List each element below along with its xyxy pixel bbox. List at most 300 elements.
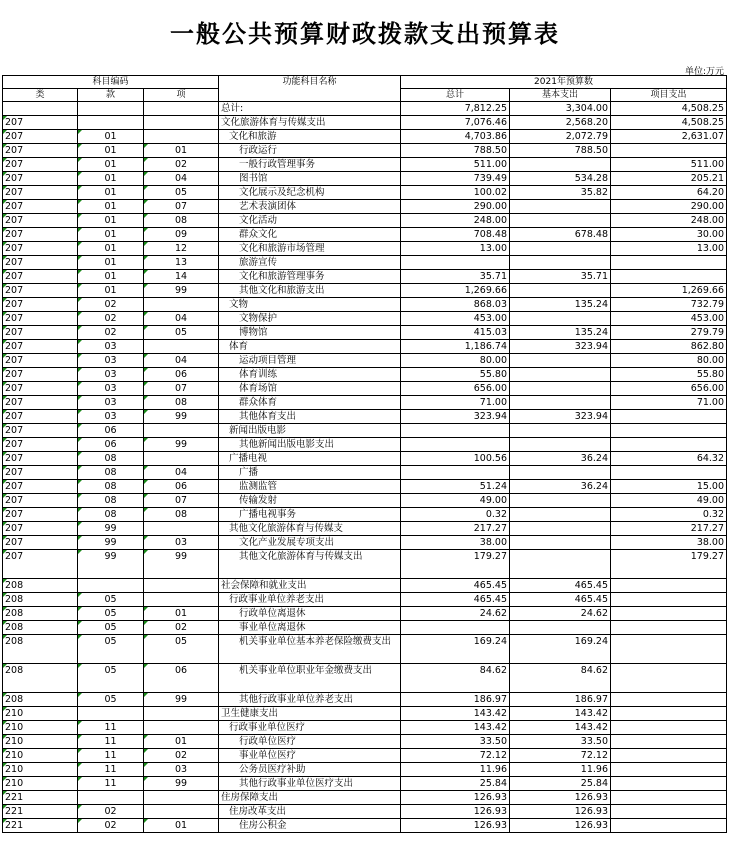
- cell-basic: [510, 200, 611, 214]
- cell-project: 205.21: [611, 172, 727, 186]
- cell-name: 文化产业发展专项支出: [219, 536, 401, 550]
- cell-name: 旅游宣传: [219, 256, 401, 270]
- cell-basic: 323.94: [510, 410, 611, 424]
- cell-name: 博物馆: [219, 326, 401, 340]
- cell-name: 文化旅游体育与传媒支出: [219, 116, 401, 130]
- cell-name: 卫生健康支出: [219, 707, 401, 721]
- cell-project: 732.79: [611, 298, 727, 312]
- cell-project: 511.00: [611, 158, 727, 172]
- table-row: [3, 777, 727, 791]
- cell-basic: 36.24: [510, 480, 611, 494]
- cell-total: 453.00: [401, 312, 510, 326]
- table-row: [3, 242, 727, 256]
- cell-project: [611, 438, 727, 452]
- unit-label: 单位:万元: [684, 67, 724, 77]
- cell-total: [401, 621, 510, 635]
- cell-name: 监测监管: [219, 480, 401, 494]
- cell-xiang: [144, 579, 219, 593]
- cell-xiang: [144, 102, 219, 116]
- cell-project: 279.79: [611, 326, 727, 340]
- cell-name: 机关事业单位职业年金缴费支出: [219, 664, 401, 693]
- cell-kuan: 11: [78, 777, 144, 791]
- table-row: [3, 396, 727, 410]
- cell-basic: [510, 312, 611, 326]
- cell-basic: 3,304.00: [510, 102, 611, 116]
- cell-lei: 207: [3, 340, 78, 354]
- cell-total: 656.00: [401, 382, 510, 396]
- cell-kuan: 03: [78, 340, 144, 354]
- cell-total: 169.24: [401, 635, 510, 664]
- budget-table: [2, 75, 727, 833]
- cell-lei: 207: [3, 130, 78, 144]
- table-row: [3, 480, 727, 494]
- cell-basic: 465.45: [510, 593, 611, 607]
- cell-total: 51.24: [401, 480, 510, 494]
- cell-lei: 221: [3, 819, 78, 833]
- cell-project: 15.00: [611, 480, 727, 494]
- cell-basic: [510, 550, 611, 579]
- cell-lei: 207: [3, 368, 78, 382]
- cell-total: 100.02: [401, 186, 510, 200]
- cell-project: 30.00: [611, 228, 727, 242]
- cell-xiang: [144, 805, 219, 819]
- cell-xiang: 04: [144, 312, 219, 326]
- cell-basic: [510, 158, 611, 172]
- page-title: 一般公共预算财政拨款支出预算表: [170, 19, 560, 48]
- table-row: [3, 382, 727, 396]
- cell-name: 运动项目管理: [219, 354, 401, 368]
- cell-name: 广播电视事务: [219, 508, 401, 522]
- cell-xiang: 99: [144, 410, 219, 424]
- cell-total: 126.93: [401, 805, 510, 819]
- cell-basic: [510, 382, 611, 396]
- cell-basic: 72.12: [510, 749, 611, 763]
- cell-project: 49.00: [611, 494, 727, 508]
- cell-kuan: 03: [78, 354, 144, 368]
- table-row: [3, 228, 727, 242]
- cell-name: 住房保障支出: [219, 791, 401, 805]
- cell-project: 179.27: [611, 550, 727, 579]
- cell-lei: 207: [3, 326, 78, 340]
- header-name: 功能科目名称: [219, 76, 401, 102]
- cell-project: 4,508.25: [611, 116, 727, 130]
- cell-kuan: 05: [78, 593, 144, 607]
- cell-xiang: 02: [144, 158, 219, 172]
- cell-kuan: 99: [78, 550, 144, 579]
- table-row: [3, 721, 727, 735]
- cell-project: [611, 635, 727, 664]
- cell-project: 0.32: [611, 508, 727, 522]
- cell-basic: [510, 466, 611, 480]
- cell-total: 71.00: [401, 396, 510, 410]
- cell-xiang: [144, 298, 219, 312]
- cell-total: 25.84: [401, 777, 510, 791]
- cell-kuan: 01: [78, 130, 144, 144]
- cell-total: 217.27: [401, 522, 510, 536]
- cell-basic: 11.96: [510, 763, 611, 777]
- cell-name: 图书馆: [219, 172, 401, 186]
- cell-project: 453.00: [611, 312, 727, 326]
- cell-lei: 207: [3, 522, 78, 536]
- cell-project: [611, 144, 727, 158]
- table-row: [3, 763, 727, 777]
- cell-total: [401, 466, 510, 480]
- cell-lei: 207: [3, 410, 78, 424]
- cell-lei: 207: [3, 200, 78, 214]
- cell-total: 4,703.86: [401, 130, 510, 144]
- table-row: [3, 312, 727, 326]
- cell-basic: 143.42: [510, 707, 611, 721]
- cell-basic: 33.50: [510, 735, 611, 749]
- cell-basic: [510, 536, 611, 550]
- cell-basic: 126.93: [510, 805, 611, 819]
- cell-basic: [510, 424, 611, 438]
- cell-xiang: [144, 721, 219, 735]
- cell-basic: [510, 368, 611, 382]
- cell-basic: [510, 242, 611, 256]
- cell-xiang: [144, 340, 219, 354]
- cell-basic: [510, 354, 611, 368]
- cell-lei: 207: [3, 396, 78, 410]
- cell-total: 13.00: [401, 242, 510, 256]
- cell-kuan: 01: [78, 284, 144, 298]
- cell-name: 广播: [219, 466, 401, 480]
- cell-lei: 210: [3, 763, 78, 777]
- cell-total: 465.45: [401, 579, 510, 593]
- cell-xiang: 02: [144, 621, 219, 635]
- cell-kuan: 02: [78, 805, 144, 819]
- cell-total: 33.50: [401, 735, 510, 749]
- cell-project: [611, 791, 727, 805]
- cell-name: 行政单位离退休: [219, 607, 401, 621]
- cell-kuan: 05: [78, 621, 144, 635]
- table-row: [3, 536, 727, 550]
- cell-kuan: 06: [78, 424, 144, 438]
- header-project: 项目支出: [611, 89, 727, 102]
- cell-name: 新闻出版电影: [219, 424, 401, 438]
- cell-lei: 210: [3, 735, 78, 749]
- cell-total: 868.03: [401, 298, 510, 312]
- cell-name: 其他行政事业单位医疗支出: [219, 777, 401, 791]
- table-row: [3, 368, 727, 382]
- cell-basic: 35.71: [510, 270, 611, 284]
- cell-basic: [510, 214, 611, 228]
- cell-xiang: 04: [144, 172, 219, 186]
- cell-lei: 210: [3, 749, 78, 763]
- cell-xiang: 02: [144, 749, 219, 763]
- cell-project: [611, 735, 727, 749]
- cell-name: 文化活动: [219, 214, 401, 228]
- cell-kuan: 05: [78, 664, 144, 693]
- cell-project: [611, 819, 727, 833]
- cell-total: 7,076.46: [401, 116, 510, 130]
- header-row-1: [3, 76, 727, 89]
- cell-xiang: 06: [144, 368, 219, 382]
- cell-total: 143.42: [401, 721, 510, 735]
- table-row: [3, 130, 727, 144]
- cell-xiang: 06: [144, 480, 219, 494]
- table-row: [3, 340, 727, 354]
- cell-total: [401, 424, 510, 438]
- cell-name: 其他体育支出: [219, 410, 401, 424]
- cell-lei: 207: [3, 214, 78, 228]
- cell-basic: [510, 438, 611, 452]
- cell-name: 艺术表演团体: [219, 200, 401, 214]
- cell-kuan: 01: [78, 172, 144, 186]
- cell-basic: 25.84: [510, 777, 611, 791]
- table-row: [3, 186, 727, 200]
- cell-kuan: 01: [78, 144, 144, 158]
- cell-lei: 207: [3, 312, 78, 326]
- table-row: [3, 791, 727, 805]
- cell-xiang: 08: [144, 214, 219, 228]
- table-row: [3, 284, 727, 298]
- cell-kuan: 02: [78, 298, 144, 312]
- table-row: [3, 805, 727, 819]
- cell-lei: 208: [3, 621, 78, 635]
- cell-xiang: 07: [144, 494, 219, 508]
- table-row: [3, 749, 727, 763]
- cell-total: [401, 256, 510, 270]
- cell-total: 55.80: [401, 368, 510, 382]
- cell-kuan: 99: [78, 522, 144, 536]
- cell-basic: 24.62: [510, 607, 611, 621]
- cell-lei: 207: [3, 480, 78, 494]
- cell-kuan: 08: [78, 480, 144, 494]
- cell-total: 100.56: [401, 452, 510, 466]
- cell-basic: 35.82: [510, 186, 611, 200]
- cell-name: 其他新闻出版电影支出: [219, 438, 401, 452]
- cell-project: 13.00: [611, 242, 727, 256]
- cell-kuan: 05: [78, 693, 144, 707]
- cell-project: 656.00: [611, 382, 727, 396]
- cell-project: [611, 621, 727, 635]
- cell-kuan: 03: [78, 368, 144, 382]
- cell-total: 11.96: [401, 763, 510, 777]
- table-row: [3, 494, 727, 508]
- cell-kuan: 01: [78, 270, 144, 284]
- cell-name: 体育场馆: [219, 382, 401, 396]
- table-row: [3, 270, 727, 284]
- cell-basic: [510, 522, 611, 536]
- cell-kuan: 99: [78, 536, 144, 550]
- cell-name: 群众文化: [219, 228, 401, 242]
- cell-lei: 207: [3, 452, 78, 466]
- cell-total: 788.50: [401, 144, 510, 158]
- cell-name: 其他行政事业单位养老支出: [219, 693, 401, 707]
- cell-kuan: 06: [78, 438, 144, 452]
- cell-name: 其他文化和旅游支出: [219, 284, 401, 298]
- cell-project: 217.27: [611, 522, 727, 536]
- cell-xiang: 99: [144, 777, 219, 791]
- cell-project: [611, 270, 727, 284]
- cell-name: 文物保护: [219, 312, 401, 326]
- cell-lei: 210: [3, 721, 78, 735]
- cell-name: 体育: [219, 340, 401, 354]
- cell-name: 总计:: [219, 102, 401, 116]
- cell-xiang: 99: [144, 284, 219, 298]
- table-row: [3, 508, 727, 522]
- cell-total: 465.45: [401, 593, 510, 607]
- table-row: [3, 522, 727, 536]
- cell-basic: 84.62: [510, 664, 611, 693]
- cell-total: 0.32: [401, 508, 510, 522]
- cell-lei: 207: [3, 466, 78, 480]
- cell-lei: 207: [3, 158, 78, 172]
- cell-total: 143.42: [401, 707, 510, 721]
- cell-kuan: 11: [78, 721, 144, 735]
- cell-kuan: 05: [78, 607, 144, 621]
- table-row: [3, 466, 727, 480]
- cell-lei: 207: [3, 550, 78, 579]
- cell-total: 35.71: [401, 270, 510, 284]
- cell-xiang: 14: [144, 270, 219, 284]
- cell-xiang: 01: [144, 735, 219, 749]
- cell-lei: 208: [3, 579, 78, 593]
- cell-name: 传输发射: [219, 494, 401, 508]
- cell-kuan: 02: [78, 819, 144, 833]
- cell-project: 71.00: [611, 396, 727, 410]
- cell-kuan: [78, 707, 144, 721]
- cell-name: 行政单位医疗: [219, 735, 401, 749]
- cell-kuan: 01: [78, 200, 144, 214]
- table-row: [3, 172, 727, 186]
- cell-kuan: 01: [78, 242, 144, 256]
- cell-basic: 36.24: [510, 452, 611, 466]
- cell-kuan: 02: [78, 326, 144, 340]
- cell-kuan: [78, 102, 144, 116]
- table-row: [3, 593, 727, 607]
- cell-project: 64.20: [611, 186, 727, 200]
- cell-total: 415.03: [401, 326, 510, 340]
- header-lei: 类: [3, 89, 78, 102]
- table-row: [3, 452, 727, 466]
- table-row: [3, 607, 727, 621]
- cell-kuan: 01: [78, 256, 144, 270]
- cell-lei: 207: [3, 536, 78, 550]
- cell-total: 1,186.74: [401, 340, 510, 354]
- cell-basic: [510, 494, 611, 508]
- table-row: [3, 819, 727, 833]
- cell-project: [611, 693, 727, 707]
- table-row: [3, 200, 727, 214]
- cell-project: 38.00: [611, 536, 727, 550]
- cell-basic: 788.50: [510, 144, 611, 158]
- cell-xiang: [144, 452, 219, 466]
- cell-lei: 208: [3, 593, 78, 607]
- cell-lei: 208: [3, 607, 78, 621]
- cell-kuan: 08: [78, 466, 144, 480]
- cell-lei: 221: [3, 791, 78, 805]
- cell-basic: 534.28: [510, 172, 611, 186]
- cell-total: 708.48: [401, 228, 510, 242]
- cell-xiang: 06: [144, 664, 219, 693]
- cell-total: 49.00: [401, 494, 510, 508]
- cell-total: 511.00: [401, 158, 510, 172]
- cell-name: 文化和旅游市场管理: [219, 242, 401, 256]
- cell-lei: 207: [3, 228, 78, 242]
- cell-xiang: 99: [144, 438, 219, 452]
- cell-name: 文化和旅游管理事务: [219, 270, 401, 284]
- cell-kuan: 01: [78, 158, 144, 172]
- cell-project: [611, 466, 727, 480]
- cell-lei: 207: [3, 284, 78, 298]
- cell-project: [611, 707, 727, 721]
- cell-project: 248.00: [611, 214, 727, 228]
- cell-lei: 210: [3, 777, 78, 791]
- cell-total: 290.00: [401, 200, 510, 214]
- cell-total: 739.49: [401, 172, 510, 186]
- cell-lei: 207: [3, 438, 78, 452]
- table-row: [3, 354, 727, 368]
- table-row: [3, 707, 727, 721]
- cell-lei: 207: [3, 116, 78, 130]
- cell-name: 事业单位医疗: [219, 749, 401, 763]
- cell-basic: 465.45: [510, 579, 611, 593]
- cell-project: [611, 721, 727, 735]
- cell-total: 126.93: [401, 819, 510, 833]
- cell-xiang: [144, 791, 219, 805]
- cell-project: 55.80: [611, 368, 727, 382]
- cell-lei: 207: [3, 270, 78, 284]
- cell-lei: 207: [3, 508, 78, 522]
- cell-basic: [510, 396, 611, 410]
- cell-project: [611, 410, 727, 424]
- cell-project: [611, 664, 727, 693]
- cell-basic: 169.24: [510, 635, 611, 664]
- cell-xiang: [144, 522, 219, 536]
- table-row: [3, 144, 727, 158]
- cell-xiang: [144, 593, 219, 607]
- cell-lei: 207: [3, 382, 78, 396]
- cell-basic: 143.42: [510, 721, 611, 735]
- cell-kuan: 08: [78, 494, 144, 508]
- cell-basic: 126.93: [510, 819, 611, 833]
- cell-xiang: 05: [144, 186, 219, 200]
- cell-name: 公务员医疗补助: [219, 763, 401, 777]
- table-row: [3, 621, 727, 635]
- cell-kuan: 03: [78, 410, 144, 424]
- cell-total: 7,812.25: [401, 102, 510, 116]
- cell-kuan: 01: [78, 186, 144, 200]
- cell-xiang: 13: [144, 256, 219, 270]
- cell-project: 64.32: [611, 452, 727, 466]
- cell-project: 862.80: [611, 340, 727, 354]
- cell-name: 住房公积金: [219, 819, 401, 833]
- cell-lei: 207: [3, 186, 78, 200]
- cell-xiang: 03: [144, 763, 219, 777]
- cell-xiang: 08: [144, 396, 219, 410]
- cell-xiang: 04: [144, 466, 219, 480]
- cell-project: 1,269.66: [611, 284, 727, 298]
- cell-total: 72.12: [401, 749, 510, 763]
- cell-kuan: [78, 116, 144, 130]
- table-row: [3, 256, 727, 270]
- cell-project: 80.00: [611, 354, 727, 368]
- cell-project: 4,508.25: [611, 102, 727, 116]
- cell-project: [611, 593, 727, 607]
- cell-lei: 208: [3, 635, 78, 664]
- cell-total: 1,269.66: [401, 284, 510, 298]
- cell-name: 一般行政管理事务: [219, 158, 401, 172]
- table-row: [3, 214, 727, 228]
- cell-kuan: 01: [78, 214, 144, 228]
- cell-kuan: 03: [78, 396, 144, 410]
- table-row: [3, 735, 727, 749]
- cell-lei: 208: [3, 693, 78, 707]
- cell-xiang: 08: [144, 508, 219, 522]
- cell-project: [611, 763, 727, 777]
